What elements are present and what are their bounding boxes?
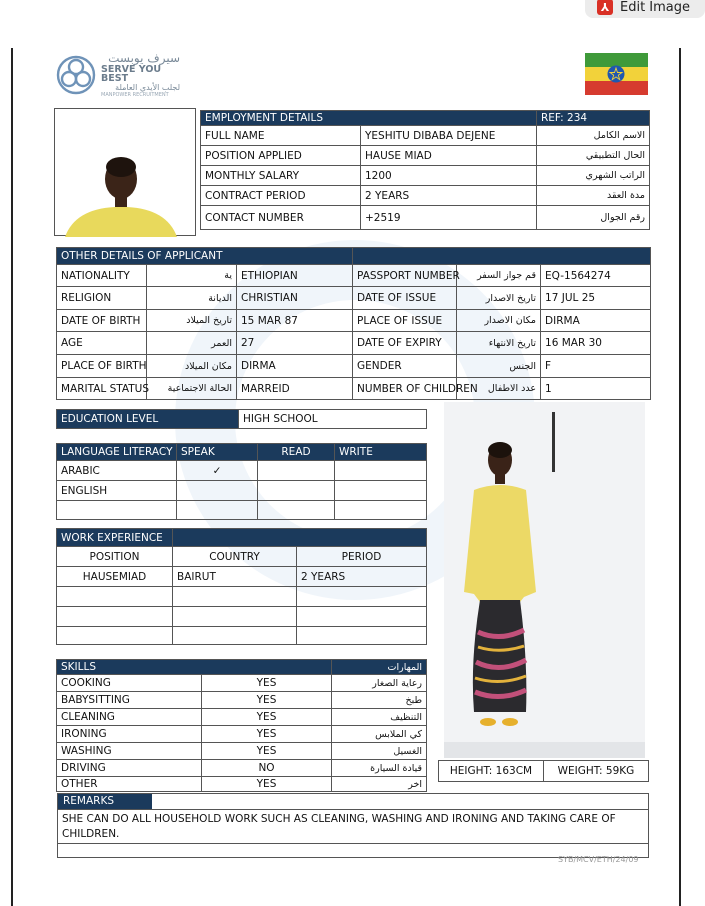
skill-name: COOKING	[57, 675, 202, 692]
field-arabic: عدد الاطفال	[457, 378, 541, 400]
logo-arabic: سيرف يوبست	[108, 50, 180, 65]
logo-english-sub: MANPOWER RECRUITMENT	[101, 91, 169, 98]
language-name: ARABIC	[57, 461, 177, 481]
field-value: EQ-1564274	[541, 265, 651, 287]
field-value: 16 MAR 30	[541, 332, 651, 355]
height-value: HEIGHT: 163CM	[439, 761, 544, 781]
write-cell	[335, 461, 427, 481]
language-header: LANGUAGE LITERACY	[57, 444, 177, 461]
education-value: HIGH SCHOOL	[239, 410, 427, 429]
field-arabic: الحال التطبيقي	[537, 146, 650, 166]
remarks-line	[57, 843, 649, 844]
applicant-full-photo	[444, 402, 645, 758]
other-details-header-right	[353, 248, 651, 265]
work-experience-table	[56, 528, 427, 645]
field-label: RELIGION	[57, 287, 147, 310]
ref-number: REF: 234	[537, 111, 650, 126]
field-label: NATIONALITY	[57, 265, 147, 287]
field-label: POSITION APPLIED	[201, 146, 361, 166]
field-arabic: العمر	[147, 332, 237, 355]
page-border-left	[11, 48, 13, 906]
skill-name: IRONING	[57, 726, 202, 743]
field-value: ETHIOPIAN	[237, 265, 353, 287]
field-label: PLACE OF ISSUE	[353, 310, 457, 332]
work-header: WORK EXPERIENCE	[57, 529, 173, 547]
skill-value: YES	[202, 743, 332, 760]
write-header: WRITE	[335, 444, 427, 461]
skill-value: NO	[202, 760, 332, 777]
field-arabic: الديانة	[147, 287, 237, 310]
language-name: ENGLISH	[57, 481, 177, 501]
flag-star-icon	[607, 65, 625, 83]
field-label: DATE OF ISSUE	[353, 287, 457, 310]
edit-image-button[interactable]	[585, 0, 705, 18]
empty-cell	[335, 501, 427, 520]
field-arabic: الجنس	[457, 355, 541, 378]
field-label: GENDER	[353, 355, 457, 378]
skill-value: YES	[202, 726, 332, 743]
field-value: 17 JUL 25	[541, 287, 651, 310]
education-table	[56, 409, 427, 429]
skill-arabic: طبخ	[332, 692, 427, 709]
employment-header: EMPLOYMENT DETAILS	[201, 111, 537, 126]
language-table	[56, 443, 427, 520]
field-arabic: تاريخ الميلاد	[147, 310, 237, 332]
document-code: SYB/MCV/ETH/24/09	[558, 855, 639, 864]
skill-name: DRIVING	[57, 760, 202, 777]
employment-details-table	[200, 110, 650, 230]
read-cell	[258, 461, 335, 481]
field-label: NUMBER OF CHILDREN	[353, 378, 457, 400]
ethiopia-flag	[585, 53, 648, 95]
empty-cell	[173, 627, 297, 645]
read-cell	[258, 481, 335, 501]
speak-header: SPEAK	[177, 444, 258, 461]
field-label: DATE OF EXPIRY	[353, 332, 457, 355]
work-position: HAUSEMIAD	[57, 567, 173, 587]
skill-value: YES	[202, 777, 332, 792]
logo-english: SERVE YOU BEST	[101, 63, 162, 85]
empty-cell	[57, 627, 173, 645]
skill-arabic: كي الملابس	[332, 726, 427, 743]
field-value: DIRMA	[237, 355, 353, 378]
field-label: PASSPORT NUMBER	[353, 265, 457, 287]
skill-arabic: الغسيل	[332, 743, 427, 760]
work-header-fill	[173, 529, 427, 547]
empty-cell	[57, 607, 173, 627]
field-label: CONTACT NUMBER	[201, 206, 361, 230]
field-value: MARREID	[237, 378, 353, 400]
logo-arabic-sub: لجلب الأيدي العاملة	[115, 83, 180, 93]
empty-cell	[57, 501, 177, 520]
logo-emblem-icon	[55, 54, 97, 96]
field-label: CONTRACT PERIOD	[201, 186, 361, 206]
skill-value: YES	[202, 692, 332, 709]
col-position: POSITION	[57, 547, 173, 567]
field-arabic: الراتب الشهري	[537, 166, 650, 186]
field-value: DIRMA	[541, 310, 651, 332]
field-value: 1	[541, 378, 651, 400]
write-cell	[335, 481, 427, 501]
field-value: HAUSE MIAD	[361, 146, 537, 166]
skills-table	[56, 659, 427, 792]
field-label: MARITAL STATUS	[57, 378, 147, 400]
field-value: YESHITU DIBABA DEJENE	[361, 126, 537, 146]
field-arabic: قم جواز السفر	[457, 265, 541, 287]
field-arabic: مكان الميلاد	[147, 355, 237, 378]
height-weight-box	[438, 760, 649, 782]
skill-arabic: اخر	[332, 777, 427, 792]
read-header: READ	[258, 444, 335, 461]
company-logo	[55, 52, 180, 98]
other-details-header: OTHER DETAILS OF APPLICANT	[57, 248, 353, 265]
remarks-text: SHE CAN DO ALL HOUSEHOLD WORK SUCH AS CLEANING, WASHING AND IRONING AND TAKING CARE OF CHILDREN.	[62, 813, 616, 840]
field-value: F	[541, 355, 651, 378]
field-value: 1200	[361, 166, 537, 186]
col-country: COUNTRY	[173, 547, 297, 567]
speak-check: ✓	[177, 461, 258, 481]
skills-header-arabic: المهارات	[332, 660, 427, 675]
skills-header: SKILLS	[57, 660, 332, 675]
other-details-table	[56, 247, 651, 400]
col-period: PERIOD	[297, 547, 427, 567]
field-arabic: الحالة الاجتماعية	[147, 378, 237, 400]
empty-cell	[177, 501, 258, 520]
empty-cell	[297, 607, 427, 627]
field-label: AGE	[57, 332, 147, 355]
field-value: 2 YEARS	[361, 186, 537, 206]
field-value: CHRISTIAN	[237, 287, 353, 310]
page-border-right	[679, 48, 681, 906]
field-value: 15 MAR 87	[237, 310, 353, 332]
field-label: MONTHLY SALARY	[201, 166, 361, 186]
field-arabic: تاريخ الانتهاء	[457, 332, 541, 355]
edit-image-label: Edit Image	[620, 0, 691, 15]
field-value: 27	[237, 332, 353, 355]
education-label: EDUCATION LEVEL	[57, 410, 239, 429]
skill-name: CLEANING	[57, 709, 202, 726]
pdf-icon: ⅄	[597, 0, 613, 15]
field-arabic: رقم الجوال	[537, 206, 650, 230]
empty-cell	[173, 587, 297, 607]
skill-arabic: رعاية الصغار	[332, 675, 427, 692]
field-value: +2519	[361, 206, 537, 230]
skill-value: YES	[202, 709, 332, 726]
field-arabic: تاريخ الاصدار	[457, 287, 541, 310]
skill-name: OTHER	[57, 777, 202, 792]
applicant-portrait	[54, 108, 196, 236]
skill-name: WASHING	[57, 743, 202, 760]
skill-arabic: التنظيف	[332, 709, 427, 726]
field-arabic: مدة العقد	[537, 186, 650, 206]
weight-value: WEIGHT: 59KG	[557, 765, 635, 777]
work-period: 2 YEARS	[297, 567, 427, 587]
skill-value: YES	[202, 675, 332, 692]
field-arabic: الاسم الكامل	[537, 126, 650, 146]
remarks-divider	[57, 809, 649, 810]
work-country: BAIRUT	[173, 567, 297, 587]
field-arabic: ية	[147, 265, 237, 287]
field-label: PLACE OF BIRTH	[57, 355, 147, 378]
empty-cell	[258, 501, 335, 520]
remarks-header: REMARKS	[58, 794, 152, 809]
empty-cell	[297, 587, 427, 607]
field-label: DATE OF BIRTH	[57, 310, 147, 332]
skill-name: BABYSITTING	[57, 692, 202, 709]
empty-cell	[297, 627, 427, 645]
speak-cell	[177, 481, 258, 501]
skill-arabic: قيادة السيارة	[332, 760, 427, 777]
field-label: FULL NAME	[201, 126, 361, 146]
empty-cell	[173, 607, 297, 627]
field-arabic: مكان الاصدار	[457, 310, 541, 332]
empty-cell	[57, 587, 173, 607]
